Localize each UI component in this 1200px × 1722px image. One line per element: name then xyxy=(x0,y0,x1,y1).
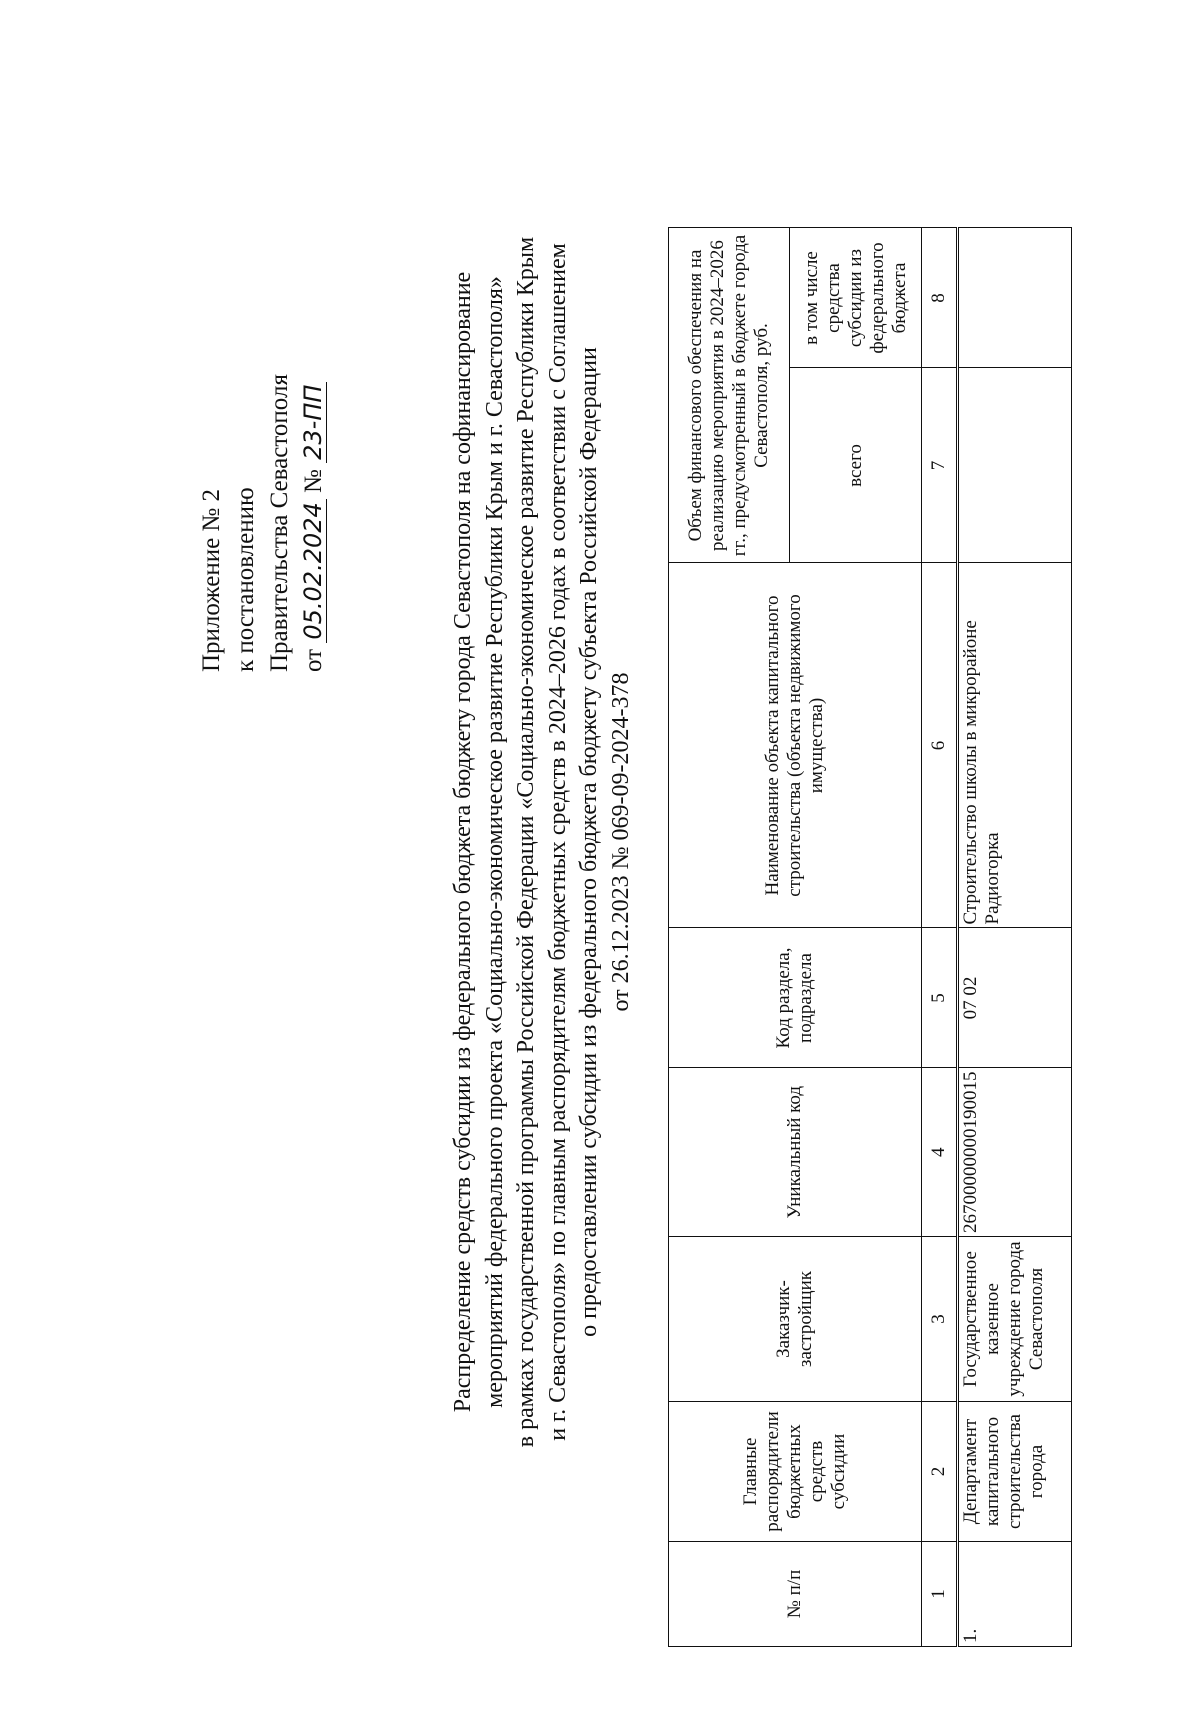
appendix-line: к постановлению xyxy=(232,487,259,672)
column-number: 4 xyxy=(922,1068,958,1237)
title-line: о предоставлении субсидии из федерального бюджета бюджету субъекта Российской Федерации xyxy=(576,347,602,1337)
header-cell: всего xyxy=(790,368,922,563)
header-cell: Код раздела, подраздела xyxy=(669,928,922,1068)
header-cell: № п/п xyxy=(669,1542,922,1647)
column-number: 8 xyxy=(922,228,958,368)
handwritten-number: 23-ПП xyxy=(300,382,327,463)
object-name-cell: Строительство школы в микрорайоне Радиогорка xyxy=(958,563,1072,928)
column-number-row xyxy=(922,228,958,1647)
section-code-cell: 07 02 xyxy=(958,928,1072,1068)
handwritten-date: 05.02.2024 xyxy=(300,499,327,642)
header-cell: Заказчик-застройщик xyxy=(669,1237,922,1402)
number-prefix: № xyxy=(300,469,327,493)
header-cell: в том числе средства субсидии из федерального бюджета xyxy=(790,228,922,368)
from-prefix: от xyxy=(300,648,327,672)
total-cell xyxy=(958,368,1072,563)
title-line: от 26.12.2023 № 069-09-2024-378 xyxy=(607,672,634,1012)
column-number: 5 xyxy=(922,928,958,1068)
column-number: 3 xyxy=(922,1237,958,1402)
column-number: 7 xyxy=(922,368,958,563)
header-cell: Объем финансового обеспечения на реализацию мероприятия в 2024–2026 гг., предусмотренный в бюджете города Севастополя, руб. xyxy=(669,228,790,563)
header-cell: Уникальный код xyxy=(669,1068,922,1237)
column-number: 6 xyxy=(922,563,958,928)
column-number: 2 xyxy=(922,1402,958,1542)
title-line: Распределение средств субсидии из федерального бюджета бюджету города Севастополя на софинансирование xyxy=(450,271,476,1413)
title-line: и г. Севастополя» по главным распорядителям бюджетных средств в 2024–2026 годах в соответствии с Соглашением xyxy=(544,243,571,1441)
title-line: мероприятий федерального проекта «Социально-экономическое развитие Республики Крым и г. Севастополя» xyxy=(481,276,508,1408)
document-title xyxy=(448,92,637,1592)
table-row xyxy=(958,228,1072,1647)
header-cell: Наименование объекта капитального строительства (объекта недвижимого имущества) xyxy=(669,563,922,928)
appendix-date-line xyxy=(297,374,331,672)
unique-code-cell: 26700000000190015 xyxy=(958,1068,1072,1237)
row-number: 1. xyxy=(958,1542,1072,1647)
federal-cell xyxy=(958,228,1072,368)
appendix-line: Правительства Севастополя xyxy=(266,374,293,672)
appendix-block xyxy=(195,374,331,672)
appendix-line: Приложение № 2 xyxy=(198,488,225,672)
column-number: 1 xyxy=(922,1542,958,1647)
distribution-table xyxy=(668,228,1072,1648)
customer-cell: Государственное казенное учреждение города Севастополя xyxy=(958,1237,1072,1402)
title-line: в рамках государственной программы Российской Федерации «Социально-экономическое развитие Республики Крым xyxy=(513,236,539,1448)
header-row xyxy=(669,228,790,1647)
distributor-cell: Департамент капитального строительства города xyxy=(958,1402,1072,1542)
header-cell: Главные распорядители бюджетных средств субсидии xyxy=(669,1402,922,1542)
